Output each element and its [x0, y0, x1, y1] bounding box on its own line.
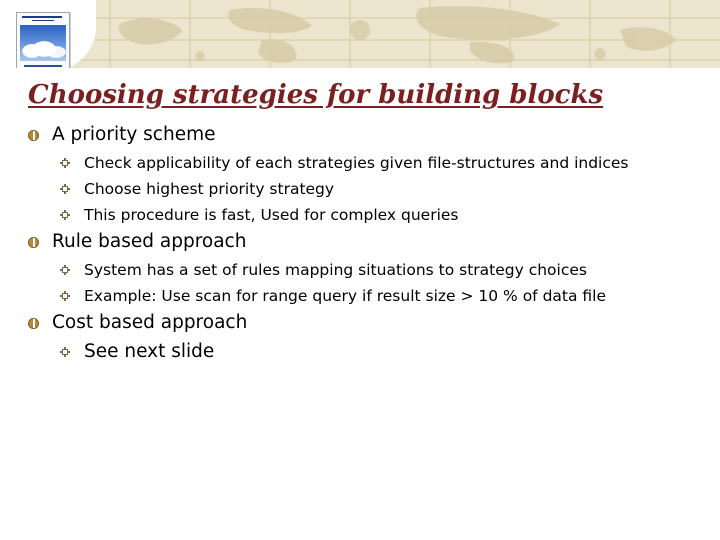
book-cover-logo — [16, 12, 70, 68]
bullet-1-text: A priority scheme — [52, 124, 216, 145]
sub-bullet-icon — [60, 291, 70, 301]
map-grid-decoration — [0, 0, 720, 68]
bullet-2-icon — [28, 237, 39, 248]
book-cover-footer-mark — [20, 63, 66, 68]
bullet-2-sub-2: Example: Use scan for range query if result size > 10 % of data file — [84, 287, 607, 305]
sub-bullet-icon — [60, 210, 70, 220]
bullet-3-sub-1: See next slide — [84, 341, 215, 362]
book-cover-title-mark — [20, 15, 66, 23]
header-map-banner — [0, 0, 720, 68]
slide-title: Choosing strategies for building blocks — [28, 80, 604, 110]
bullet-1-sub-2: Choose highest priority strategy — [84, 180, 335, 198]
bullet-3-text: Cost based approach — [52, 312, 248, 333]
bullet-3-icon — [28, 318, 39, 329]
book-cover-cloud — [20, 41, 66, 59]
sub-bullet-icon — [60, 265, 70, 275]
sub-bullet-icon — [60, 347, 70, 357]
bullet-1-icon — [28, 130, 39, 141]
sub-bullet-icon — [60, 184, 70, 194]
sub-bullet-icon — [60, 158, 70, 168]
bullet-1-sub-1: Check applicability of each strategies given file-structures and indices — [84, 154, 629, 172]
bullet-2-text: Rule based approach — [52, 231, 247, 252]
bullet-2-sub-1: System has a set of rules mapping situations to strategy choices — [84, 261, 587, 279]
bullet-1-sub-3: This procedure is fast, Used for complex queries — [84, 206, 459, 224]
